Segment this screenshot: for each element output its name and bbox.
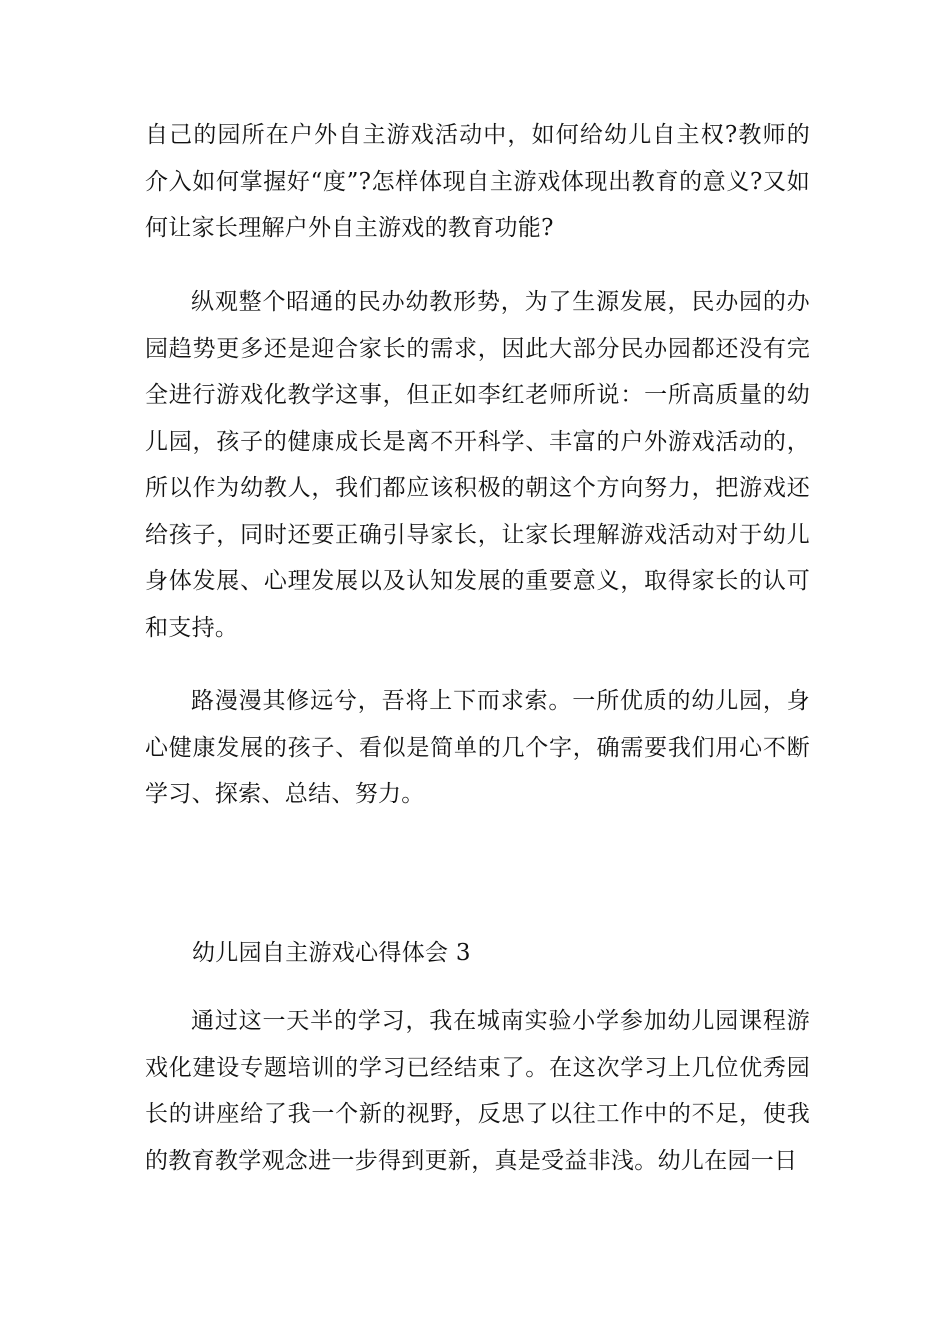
paragraph-intro-questions: 自己的园所在户外自主游戏活动中，如何给幼儿自主权?教师的介入如何掌握好“度”?怎样体现自主游戏体现出教育的意义?又如何让家长理解户外自主游戏的教育功能?: [145, 122, 810, 241]
paragraph-conclusion: 路漫漫其修远兮，吾将上下而求索。一所优质的幼儿园，身心健康发展的孩子、看似是简单的几个字，确需要我们用心不断学习、探索、总结、努力。: [145, 688, 810, 807]
paragraph-training-reflection: 通过这一天半的学习，我在城南实验小学参加幼儿园课程游戏化建设专题培训的学习已经结束了。在这次学习上几位优秀园长的讲座给了我一个新的视野，反思了以往工作中的不足，使我的教育教学观念进一步得到更新，真是受益非浅。幼儿在园一日: [145, 1008, 810, 1174]
section-heading: 幼儿园自主游戏心得体会 3: [192, 940, 471, 966]
paragraph-private-kindergarten-situation: 纵观整个昭通的民办幼教形势，为了生源发展，民办园的办园趋势更多还是迎合家长的需求，因此大部分民办园都还没有完全进行游戏化教学这事，但正如李红老师所说：一所高质量的幼儿园，孩子的健康成长是离不开科学、丰富的户外游戏活动的，所以作为幼教人，我们都应该积极的朝这个方向努力，把游戏还给孩子，同时还要正确引导家长，让家长理解游戏活动对于幼儿身体发展、心理发展以及认知发展的重要意义，取得家长的认可和支持。: [145, 289, 810, 641]
